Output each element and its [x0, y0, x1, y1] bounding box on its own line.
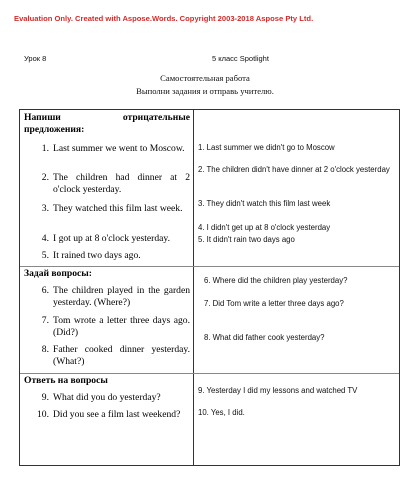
answer-item: 2. The children didn't have dinner at 2 o'clock yesterday [198, 165, 390, 174]
question-number: 10. [37, 409, 49, 420]
answer-item: 5. It didn't rain two days ago [198, 235, 295, 244]
question-item [24, 315, 190, 339]
question-text: Did you see a film last weekend? [53, 409, 181, 420]
question-item [24, 250, 190, 262]
section2-heading: Задай вопросы: [24, 268, 92, 279]
page-title: Самостоятельная работа [160, 73, 250, 83]
question-number: 7. [41, 315, 49, 326]
question-number: 6. [41, 285, 49, 296]
answer-item: 9. Yesterday I did my lessons and watched TV [198, 386, 358, 395]
question-number: 9. [41, 392, 49, 403]
answer-item: 4. I didn't get up at 8 o'clock yesterday [198, 223, 331, 232]
question-item [24, 233, 190, 245]
row-divider [20, 373, 399, 374]
question-number: 5. [41, 250, 49, 261]
question-number: 8. [41, 344, 49, 355]
question-text: Father cooked dinner yesterday. (What?) [53, 344, 190, 367]
section1-heading-part2: отрицательные [122, 112, 190, 123]
section1-heading-part1: Напиши [24, 112, 61, 123]
question-number: 4. [41, 233, 49, 244]
question-number: 3. [41, 203, 49, 214]
question-text: It rained two days ago. [53, 250, 141, 261]
column-divider [193, 110, 194, 465]
watermark: Evaluation Only. Created with Aspose.Words. Copyright 2003-2018 Aspose Pty Ltd. [14, 14, 314, 23]
question-item [24, 344, 190, 368]
question-text: The children had dinner at 2 o'clock yesterday. [53, 172, 190, 195]
question-item [24, 392, 190, 404]
question-item [24, 285, 190, 309]
answer-item: 10. Yes, I did. [198, 408, 245, 417]
question-text: Tom wrote a letter three days ago. (Did?) [53, 315, 190, 338]
section3-heading: Ответь на вопросы [24, 375, 108, 386]
question-item [24, 143, 190, 155]
question-item [24, 203, 190, 215]
row-divider [20, 266, 399, 267]
page-subtitle: Выполни задания и отправь учителю. [136, 86, 274, 96]
answer-item: 1. Last summer we didn't go to Moscow [198, 143, 335, 152]
answer-item: 8. What did father cook yesterday? [204, 333, 325, 342]
question-item [24, 409, 190, 421]
question-item [24, 172, 190, 196]
question-text: What did you do yesterday? [53, 392, 161, 403]
answer-item: 7. Did Tom write a letter three days ago? [204, 299, 344, 308]
question-text: I got up at 8 o'clock yesterday. [53, 233, 170, 244]
answer-item: 3. They didn't watch this film last week [198, 199, 331, 208]
question-text: They watched this film last week. [53, 203, 183, 214]
grade-label: 5 класс Spotlight [212, 54, 269, 63]
question-number: 2. [41, 172, 49, 183]
worksheet-table [19, 109, 400, 466]
answer-item: 6. Where did the children play yesterday? [204, 276, 348, 285]
lesson-label: Урок 8 [24, 54, 47, 63]
question-text: The children played in the garden yesterday. (Where?) [53, 285, 190, 308]
section1-heading [24, 112, 190, 136]
question-text: Last summer we went to Moscow. [53, 143, 185, 154]
section1-heading-line2: предложения: [24, 124, 85, 135]
question-number: 1. [41, 143, 49, 154]
